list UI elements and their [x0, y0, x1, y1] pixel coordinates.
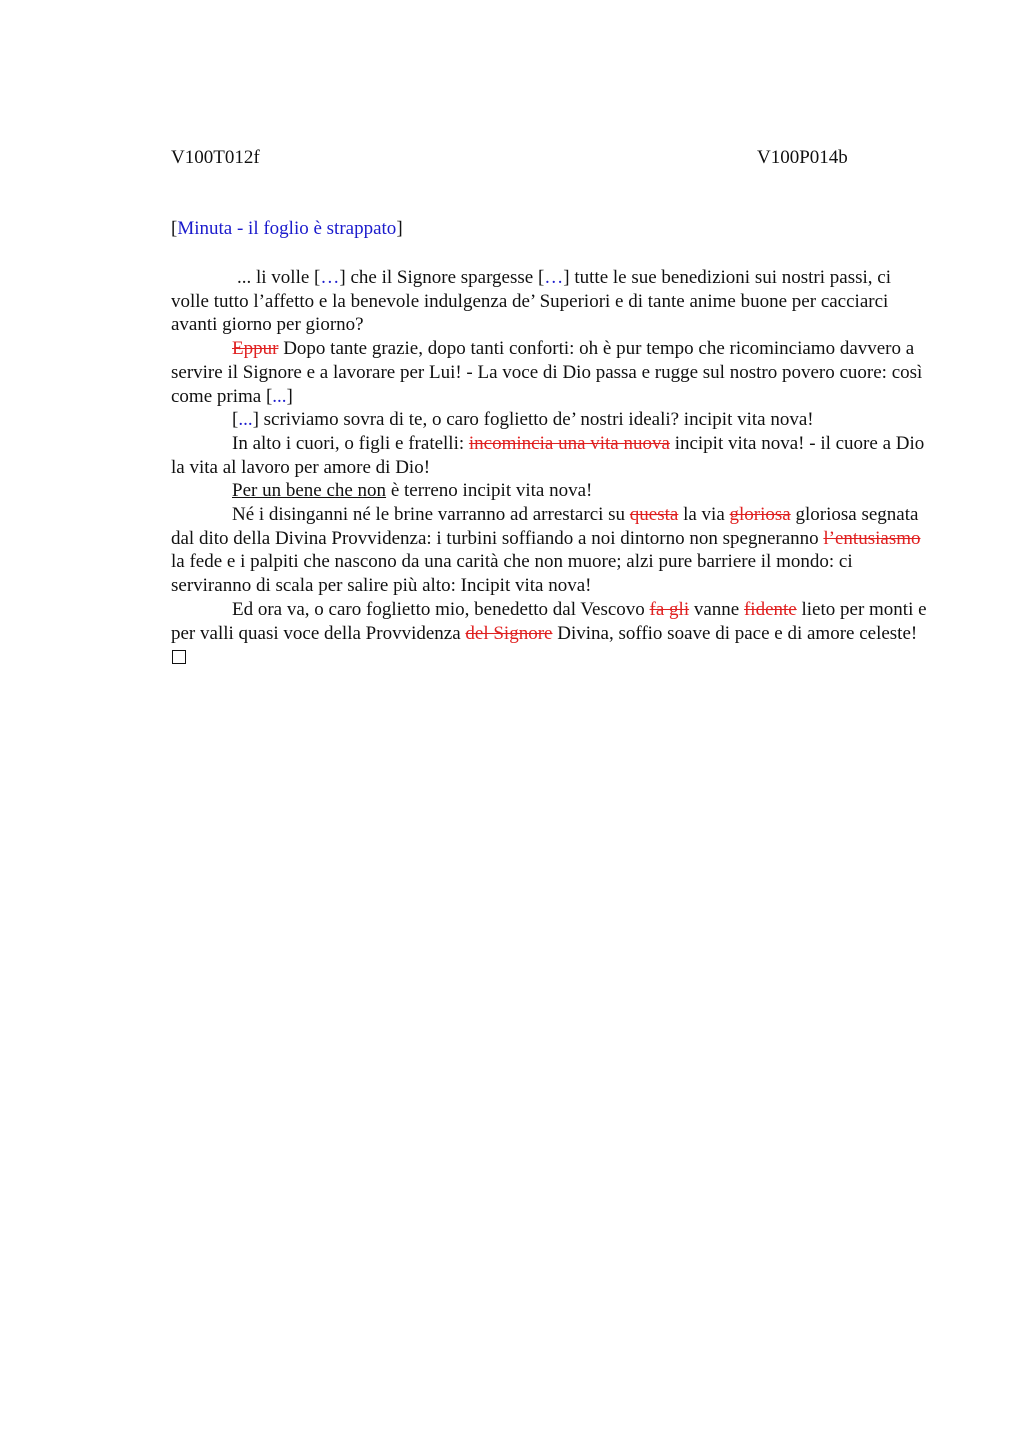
text-run: incipit vita nova! - il cuore a Dio la vita al lavoro per amore di Dio! [171, 432, 925, 478]
text-run: gloriosa segnata dal dito della Divina Provvidenza: i turbini soffiando a noi dintorno non spegneranno [171, 504, 919, 549]
end-marker-box-icon [172, 650, 186, 664]
deleted-text: gloriosa [729, 504, 791, 526]
note-text: Minuta - il foglio è strappato [177, 218, 397, 239]
deleted-text: fidente [743, 598, 797, 620]
editorial-note [171, 218, 403, 240]
text-run: ] [286, 385, 293, 407]
underlined-text: Per un bene che non [232, 480, 387, 502]
deleted-text: del Signore [465, 622, 553, 644]
text-run: In alto i cuori, o figli e fratelli: [232, 432, 469, 454]
editorial-ellipsis: ... [238, 409, 253, 431]
text-run: Dopo tante grazie, dopo tanti conforti: oh è pur tempo che ricominciamo davvero a servire il Signore e a lavorare per Lui! - La voce di Dio passa e rugge sul nostro povero cuore: così come prima [ [171, 338, 923, 407]
editorial-ellipsis: … [544, 267, 564, 288]
letter-body [171, 266, 931, 664]
note-bracket-open: [ [171, 218, 178, 239]
deleted-text: Eppur [232, 338, 279, 360]
deleted-text: l’entusiasmo [823, 527, 921, 549]
text-run: ... li volle [ [237, 267, 321, 288]
text-run: la via [678, 504, 730, 526]
text-run: Né i disinganni né le brine varranno ad arrestarci su [232, 504, 630, 526]
paragraph-3 [171, 408, 931, 432]
text-run: [ [232, 409, 239, 431]
text-run: ] tutte le sue benedizioni sui nostri passi, ci volle tutto l’affetto e la benevole indulgenza de’ Superiori e di tante anime buone per cacciarci avanti giorno per giorno? [171, 267, 891, 336]
paragraph-4 [171, 432, 931, 479]
text-run: ] che il Signore spargesse [ [339, 267, 545, 288]
editorial-ellipsis: ... [272, 385, 287, 407]
text-run: lieto per monti e per valli quasi voce della Provvidenza [171, 598, 927, 644]
paragraph-1 [171, 266, 931, 337]
text-run: la fede e i palpiti che nascono da una carità che non muore; alzi pure barriere il mondo: ci serviranno di scala per salire più alto: Incipit vita nova! [171, 551, 853, 597]
paragraph-6 [171, 503, 931, 598]
text-run: vanne [689, 598, 744, 620]
text-run: è terreno incipit vita nova! [386, 480, 593, 502]
document-code-right: V100P014b [757, 147, 848, 168]
deleted-text: fa gli [649, 598, 690, 620]
text-run: Divina, soffio soave di pace e di amore celeste! [552, 622, 918, 644]
note-bracket-close: ] [396, 218, 403, 239]
paragraph-7 [171, 598, 931, 645]
editorial-ellipsis: … [320, 267, 340, 288]
deleted-text: incomincia una vita nuova [468, 432, 670, 454]
deleted-text: questa [629, 504, 679, 526]
text-run: Ed ora va, o caro foglietto mio, benedetto dal Vescovo [232, 598, 650, 620]
paragraph-2 [171, 337, 931, 408]
document-code-left: V100T012f [171, 147, 260, 168]
text-run: ] scriviamo sovra di te, o caro foglietto de’ nostri ideali? incipit vita nova! [252, 409, 814, 431]
paragraph-5 [171, 479, 931, 503]
